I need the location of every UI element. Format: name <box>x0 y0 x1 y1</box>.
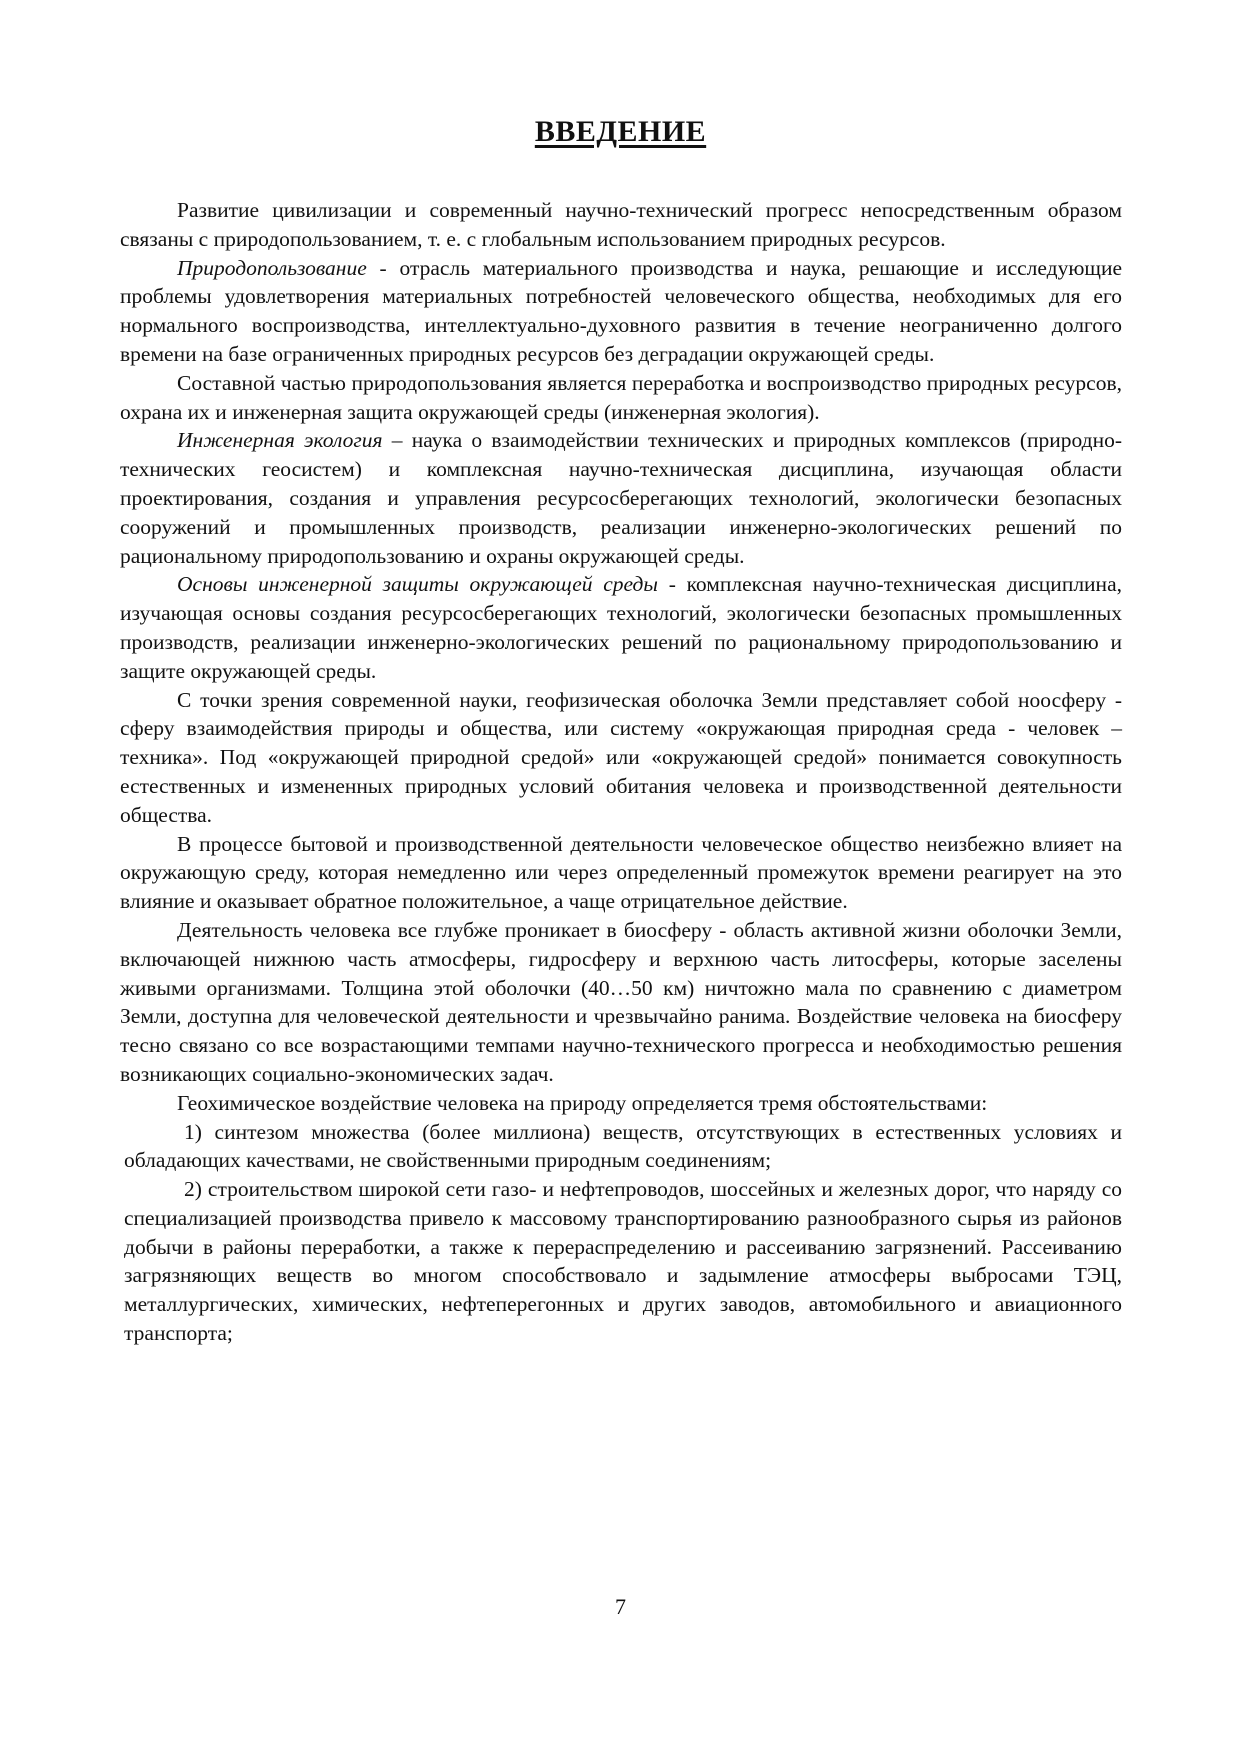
paragraph <box>120 369 1122 427</box>
term-engineering-protection: Основы инженерной защиты окружающей среды <box>177 572 658 597</box>
paragraph <box>120 570 1122 685</box>
term-prirodopolzovanie: Природопользование <box>177 255 367 280</box>
list-item-text: 2) строительством широкой сети газо- и нефтепроводов, шоссейных и железных дорог, что наряду со специализацией производства привело к массовому транспортированию разнообразного сырья из районов добычи в районы переработки, а также к перераспределению и рассеиванию загрязнений. Рассеиванию загрязняющих веществ во многом способствовало и задымление атмосферы выбросами ТЭЦ, металлургических, химических, нефтеперегонных и других заводов, автомобильного и авиационного транспорта; <box>124 1177 1122 1346</box>
document-body <box>120 196 1122 1348</box>
paragraph-text: Деятельность человека все глубже проникает в биосферу - область активной жизни оболочки Земли, включающей нижнюю часть атмосферы, гидросферу и верхнюю часть литосферы, которые заселены живыми организмами. Толщина этой оболочки (40…50 км) ничтожно мала по сравнению с диаметром Земли, доступна для человеческой деятельности и чрезвычайно ранима. Воздействие человека на биосферу тесно связано со все возрастающими темпами научно-технического прогресса и необходимостью решения возникающих социально-экономических задач. <box>120 917 1122 1086</box>
paragraph <box>120 1089 1122 1118</box>
list-item <box>120 1175 1122 1348</box>
paragraph-text: Геохимическое воздействие человека на природу определяется тремя обстоятельствами: <box>177 1090 988 1115</box>
paragraph <box>120 916 1122 1089</box>
term-engineering-ecology: Инженерная экология <box>177 428 383 453</box>
paragraph-text: С точки зрения современной науки, геофизическая оболочка Земли представляет собой ноосферу - сферу взаимодействия природы и общества, или систему «окружающая природная среда - человек – техника». Под «окружающей природной средой» или «окружающей средой» понимается совокупность естественных и измененных природных условий обитания человека и производственной деятельности общества. <box>120 687 1122 827</box>
page-number: 7 <box>615 1594 626 1619</box>
list-item <box>120 1118 1122 1176</box>
paragraph <box>120 196 1122 254</box>
paragraph-text: В процессе бытовой и производственной деятельности человеческое общество неизбежно влияет на окружающую среду, которая немедленно или через определенный промежуток времени реагирует на это влияние и оказывает обратное положительное, а чаще отрицательное действие. <box>120 831 1122 914</box>
list-item-text: 1) синтезом множества (более миллиона) веществ, отсутствующих в естественных условиях и обладающих качествами, не свойственными природным соединениям; <box>124 1119 1122 1173</box>
paragraph-text: - отрасль материального производства и наука, решающие и исследующие проблемы удовлетворения материальных потребностей человеческого общества, необходимых для его нормального воспроизводства, интеллектуально-духовного развития в течение неограниченно долгого времени на базе ограниченных природных ресурсов без деградации окружающей среды. <box>120 255 1122 366</box>
paragraph-text: – наука о взаимодействии технических и природных комплексов (природно-технических геосистем) и комплексная научно-техническая дисциплина, изучающая области проектирования, создания и управления ресурсосберегающих технологий, экологически безопасных сооружений и промышленных производств, реализации инженерно-экологических решений по рациональному природопользованию и охраны окружающей среды. <box>120 428 1122 568</box>
paragraph <box>120 686 1122 830</box>
paragraph-text: Развитие цивилизации и современный научно-технический прогресс непосредственным образом связаны с природопользованием, т. е. с глобальным использованием природных ресурсов. <box>120 198 1122 251</box>
page-title: ВВЕДЕНИЕ <box>534 115 707 148</box>
paragraph <box>120 830 1122 916</box>
paragraph-text: Составной частью природопользования является переработка и воспроизводство природных ресурсов, охрана их и инженерная защита окружающей среды (инженерная экология). <box>120 370 1122 424</box>
paragraph <box>120 254 1122 369</box>
paragraph <box>120 426 1122 570</box>
paragraph-text: - комплексная научно-техническая дисциплина, изучающая основы создания ресурсосберегающих технологий, экологически безопасных промышленных производств, реализации инженерно-экологических решений по рациональному природопользованию и защите окружающей среды. <box>120 572 1122 683</box>
